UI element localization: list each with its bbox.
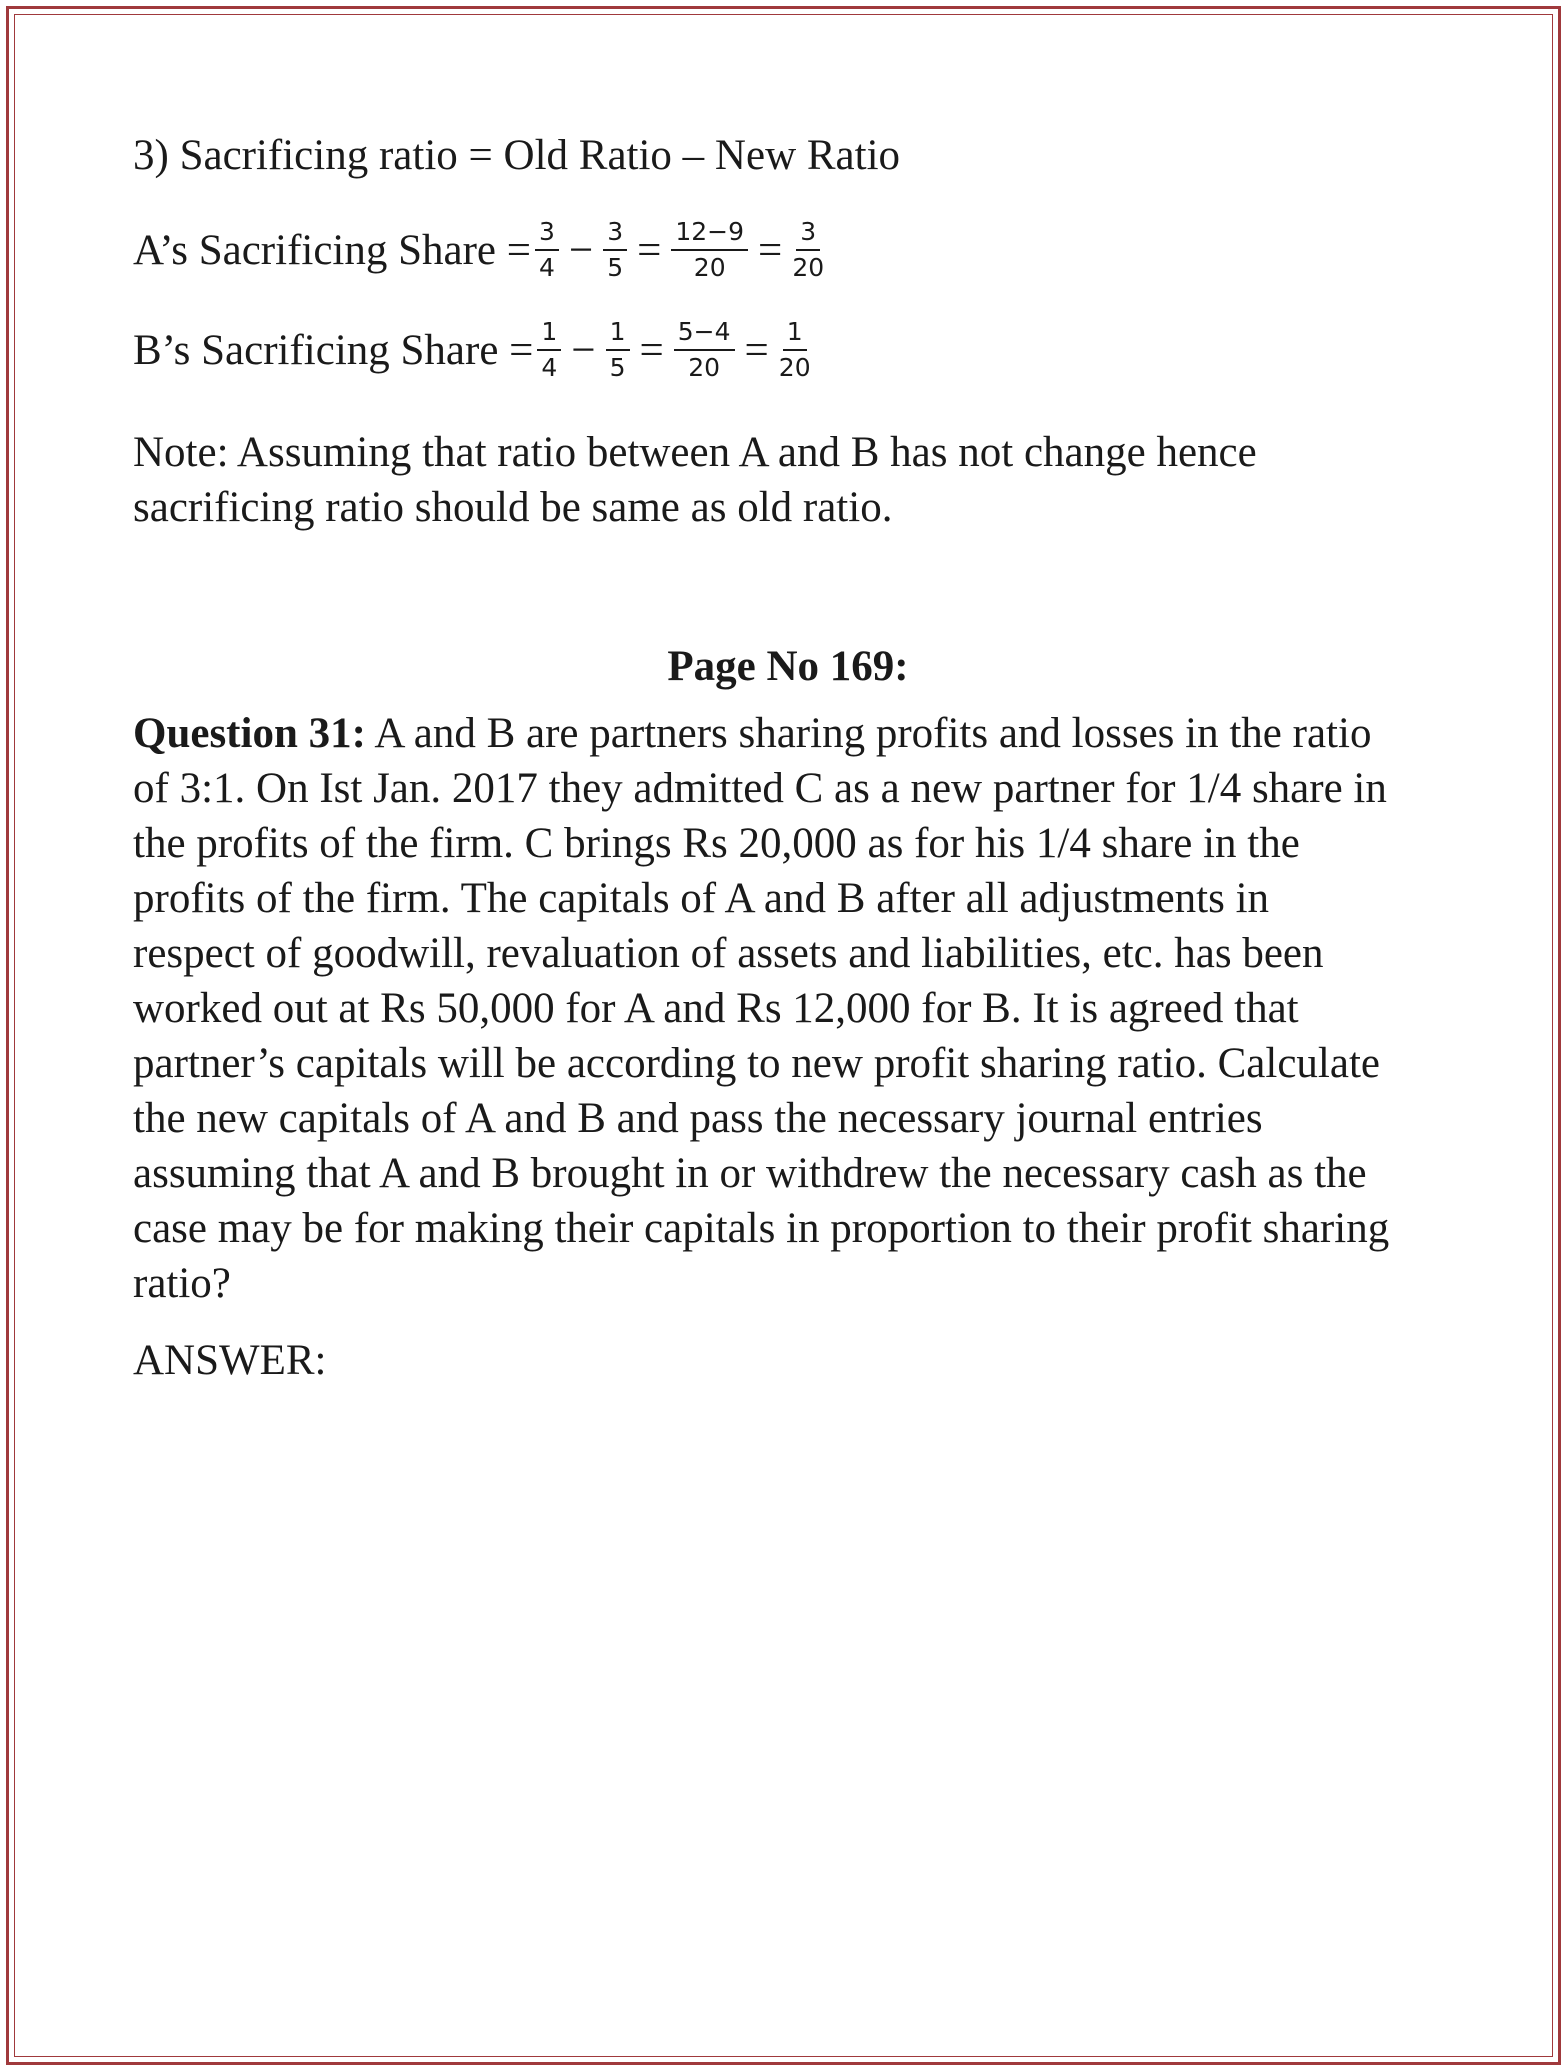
question-line: case may be for making their capitals in proportion to their profit sharing: [133, 1205, 1390, 1252]
fraction: [792, 217, 824, 283]
numerator: 3: [535, 217, 559, 251]
denominator: 20: [693, 253, 726, 282]
fraction: [674, 317, 735, 383]
note-paragraph: [133, 425, 1443, 535]
denominator: 20: [688, 353, 721, 382]
question-line: of 3:1. On Ist Jan. 2017 they admitted C as a new partner for 1/4 share in: [133, 765, 1387, 812]
equals-sign: =: [758, 226, 783, 274]
numerator: 1: [783, 317, 807, 351]
minus-sign: −: [568, 226, 594, 274]
a-sacrificing-share-equation: [133, 205, 1443, 295]
minus-sign: −: [571, 326, 596, 374]
question-line: respect of goodwill, revaluation of assets and liabilities, etc. has been: [133, 930, 1324, 977]
question-text: A and B are partners sharing profits and losses in the ratio: [365, 710, 1372, 757]
question-label: Question 31:: [133, 710, 366, 757]
denominator: 20: [778, 353, 811, 382]
question-line: assuming that A and B brought in or withdrew the necessary cash as the: [133, 1150, 1367, 1197]
fraction: [606, 317, 630, 383]
fraction: [537, 317, 561, 383]
note-line: Note: Assuming that ratio between A and B has not change hence: [133, 429, 1257, 476]
question-line: the new capitals of A and B and pass the necessary journal entries: [133, 1095, 1263, 1142]
question-line: ratio?: [133, 1260, 231, 1307]
denominator: 5: [609, 353, 626, 382]
fraction: [779, 317, 811, 383]
numerator: 5−4: [674, 317, 735, 351]
a-share-label: A’s Sacrificing Share =: [133, 226, 532, 274]
numerator: 12−9: [671, 217, 748, 251]
equals-sign: =: [637, 226, 662, 274]
equals-sign: =: [639, 326, 664, 374]
numerator: 3: [603, 217, 627, 251]
numerator: 1: [606, 317, 630, 351]
question-line: partner’s capitals will be according to new profit sharing ratio. Calculate: [133, 1040, 1380, 1087]
question-line: profits of the firm. The capitals of A and B after all adjustments in: [133, 875, 1270, 922]
fraction: [671, 217, 748, 283]
question-line: [133, 706, 1443, 761]
answer-label: ANSWER:: [133, 1337, 327, 1384]
note-line: sacrificing ratio should be same as old ratio.: [133, 484, 893, 531]
question-line: worked out at Rs 50,000 for A and Rs 12,000 for B. It is agreed that: [133, 985, 1299, 1032]
sacrificing-ratio-heading: 3) Sacrificing ratio = Old Ratio – New Ratio: [133, 132, 901, 179]
question-line: the profits of the firm. C brings Rs 20,000 as for his 1/4 share in the: [133, 820, 1300, 867]
fraction: [535, 217, 559, 283]
b-share-label: B’s Sacrificing Share =: [133, 326, 534, 374]
fraction: [603, 217, 627, 283]
page-number-heading: Page No 169:: [667, 643, 909, 690]
denominator: 4: [539, 253, 555, 282]
numerator: 1: [537, 317, 561, 351]
equals-sign: =: [744, 326, 769, 374]
question-paragraph: [133, 706, 1443, 1311]
b-sacrificing-share-equation: [133, 305, 1443, 395]
denominator: 4: [541, 353, 558, 382]
denominator: 20: [792, 253, 825, 282]
document-content: [133, 128, 1443, 1388]
numerator: 3: [796, 217, 820, 251]
denominator: 5: [607, 253, 624, 282]
